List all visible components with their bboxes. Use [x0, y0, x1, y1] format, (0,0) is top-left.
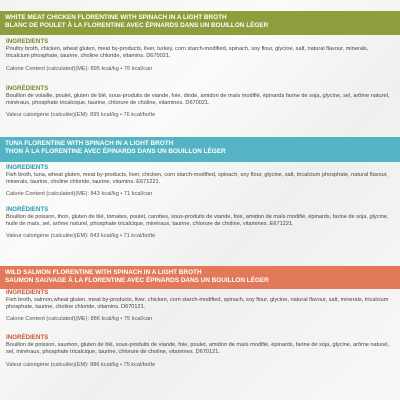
section-2-calorie-fr: Valeur calorigène (calculée)(EM): 843 kcal/kg • 71 kcal/boîte [6, 232, 156, 239]
section-3-ingredients-heading-en: INGREDIENTS [6, 289, 49, 296]
section-2-english [6, 164, 392, 198]
section-3-calorie-en: Calorie Content (calculated)(ME): 886 kcal/kg • 75 kcal/can [6, 315, 153, 322]
section-1-ingredients-heading-en: INGREDIENTS [6, 38, 49, 45]
section-2-french [6, 206, 392, 240]
section-2-ingredients-heading-en: INGREDIENTS [6, 164, 49, 171]
section-2-title-fr: THON À LA FLORENTINE AVEC ÉPINARDS DANS UN BOUILLON LÉGER [5, 148, 226, 155]
section-1-header [0, 11, 400, 35]
section-1-title-en: WHITE MEAT CHICKEN FLORENTINE WITH SPINACH IN A LIGHT BROTH [5, 14, 227, 21]
section-3-ingredients-fr: Bouillon de poisson, saumon, gluten de blé, sous-produits de viande, foie, poulet, amidon de maïs modifié, épinards, farine de soja, glycine, arôme naturel, sel, minéraux, phosphate tricalcique, taurine, chlorure de choline, vitamines. D670121. [6, 342, 390, 356]
section-3-header [0, 266, 400, 289]
section-1-title-fr: BLANC DE POULET À LA FLORENTINE AVEC ÉPINARDS DANS UN BOUILLON LÉGER [5, 22, 269, 29]
section-2-header [0, 137, 400, 162]
section-2-calorie-en: Calorie Content (calculated)(ME): 843 kcal/kg • 71 kcal/can [6, 190, 153, 197]
section-1-english [6, 38, 392, 73]
section-1-calorie-en: Calorie Content (calculated)(ME): 895 kcal/kg • 76 kcal/can [6, 65, 153, 72]
section-3-title-fr: SAUMON SAUVAGE À LA FLORENTINE AVEC ÉPINARDS DANS UN BOUILLON LÉGER [5, 277, 269, 284]
section-2-ingredients-en: Fish broth, tuna, wheat gluten, meat by-products, liver, chicken, corn starch-modified, spinach, soy flour, glycine, salt, tricalcium phosphate, natural flavour, minerals, taurine, choline chloride, taurine, vitamins. E671221. [6, 172, 388, 186]
section-3-english [6, 289, 392, 323]
section-3-french [6, 334, 392, 369]
section-1-ingredients-heading-fr: INGRÉDIENTS [6, 85, 49, 92]
section-1-french [6, 85, 392, 119]
section-3-ingredients-en: Fish broth, salmon,wheat gluten, meat by-products, liver, chicken, corn starch-modified, spinach, soy flour, glycine, natural flavour, salt, minerals, tricalcium phosphate, taurine, choline chloride, vitamins. D670121. [6, 297, 389, 311]
section-3-calorie-fr: Valeur calorigène (calculée)(EM): 886 kcal/kg • 75 kcal/boîte [6, 361, 156, 368]
section-1-ingredients-en: Poultry broth, chicken, wheat gluten, meat by-products, liver, turkey, corn starch-modified, spinach, soy flour, glycine, salt, natural flavour, minerals, tricalcium phosphate, taurine, choline chloride, vitamins. D670021. [6, 46, 369, 60]
section-2-ingredients-fr: Bouillon de poisson, thon, gluten de blé, tomates, poulet, carottes, sous-produits de viande, foie, amidon de maïs modifié, épinards, farine de soja, glycine, huile de maïs, sel, arôme naturel, phosphate tricalcique, minéraux, taurine, chlorure de choline, vitamines. E671221. [6, 214, 389, 228]
section-3-ingredients-heading-fr: INGRÉDIENTS [6, 334, 49, 341]
section-2-title-en: TUNA FLORENTINE WITH SPINACH IN A LIGHT BROTH [5, 140, 174, 147]
section-1-calorie-fr: Valeur calorigène (calculée)(EM): 895 kcal/kg • 76 kcal/boîte [6, 111, 156, 118]
section-2-ingredients-heading-fr: INGRÉDIENTS [6, 206, 49, 213]
section-1-ingredients-fr: Bouillon de volaille, poulet, gluten de blé, sous-produits de viande, foie, dinde, amidon de maïs modifié, épinards farine de soja, glycine, sel, arôme naturel, minéraux, phosphate tricalcique, taurine, chlorure de choline, vitamines. D670021. [6, 93, 390, 107]
section-3-title-en: WILD SALMON FLORENTINE WITH SPINACH IN A LIGHT BROTH [5, 269, 202, 276]
